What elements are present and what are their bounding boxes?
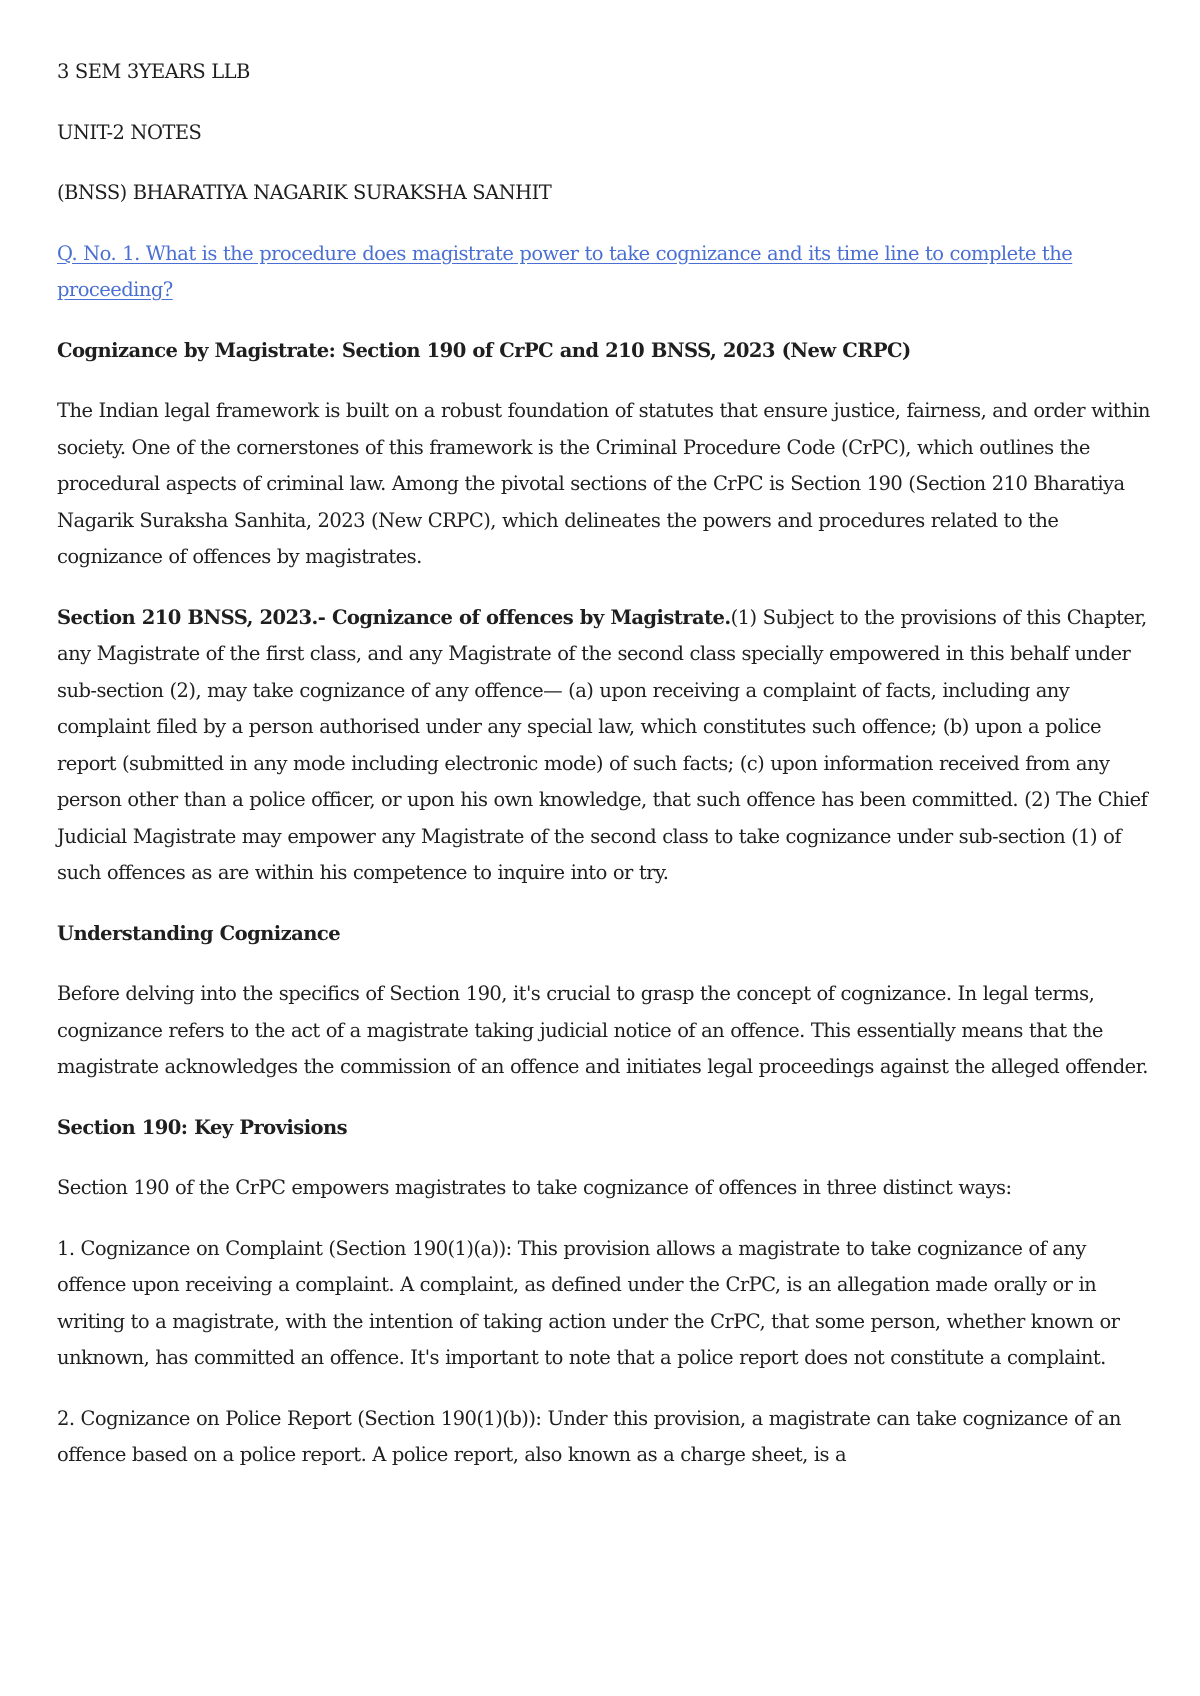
section-210-paragraph bbox=[57, 600, 1157, 892]
point-1-paragraph: 1. Cognizance on Complaint (Section 190(1)(a)): This provision allows a magistrate to take cognizance of any offence upon receiving a complaint. A complaint, as defined under the CrPC, is an allegation made orally or in writing to a magistrate, with the intention of taking action under the CrPC, that some person, whether known or unknown, has committed an offence. It's important to note that a police report does not constitute a complaint. bbox=[57, 1236, 1120, 1369]
understanding-paragraph: Before delving into the specifics of Section 190, it's crucial to grasp the concept of cognizance. In legal terms, cognizance refers to the act of a magistrate taking judicial notice of an offence. This essentially means that the magistrate acknowledges the commission of an offence and initiates legal proceedings against the alleged offender. bbox=[57, 982, 1148, 1078]
question-link[interactable]: Q. No. 1. What is the procedure does magistrate power to take cognizance and its time line to complete the proceeding? bbox=[57, 241, 1073, 301]
course-line: 3 SEM 3YEARS LLB bbox=[57, 60, 250, 83]
intro-paragraph: The Indian legal framework is built on a robust foundation of statutes that ensure justice, fairness, and order within society. One of the cornerstones of this framework is the Criminal Procedure Code (CrPC), which outlines the procedural aspects of criminal law. Among the pivotal sections of the CrPC is Section 190 (Section 210 Bharatiya Nagarik Suraksha Sanhita, 2023 (New CRPC), which delineates the powers and procedures related to the cognizance of offences by magistrates. bbox=[57, 399, 1150, 568]
section-210-text: (1) Subject to the provisions of this Chapter, any Magistrate of the first class, and any Magistrate of the second class specially empowered in this behalf under sub-section (2), may take cognizance of any offence— (a) upon receiving a complaint of facts, including any complaint filed by a person authorised under any special law, which constitutes such offence; (b) upon a police report (submitted in any mode including electronic mode) of such facts; (c) upon information received from any person other than a police officer, or upon his own knowledge, that such offence has been committed. (2) The Chief Judicial Magistrate may empower any Magistrate of the second class to take cognizance under sub-section (1) of such offences as are within his competence to inquire into or try. bbox=[57, 605, 1148, 884]
point-2-paragraph: 2. Cognizance on Police Report (Section 190(1)(b)): Under this provision, a magistrate can take cognizance of an offence based on a police report. A police report, also known as a charge sheet, is a bbox=[57, 1406, 1121, 1466]
provisions-intro: Section 190 of the CrPC empowers magistrates to take cognizance of offences in three distinct ways: bbox=[57, 1176, 1012, 1199]
section-210-label: Section 210 BNSS, 2023.- Cognizance of offences by Magistrate. bbox=[57, 605, 731, 629]
document-page bbox=[57, 54, 1157, 1498]
provisions-heading: Section 190: Key Provisions bbox=[57, 1115, 348, 1139]
unit-line: UNIT-2 NOTES bbox=[57, 120, 202, 144]
subject-line: (BNSS) BHARATIYA NAGARIK SURAKSHA SANHIT bbox=[57, 181, 552, 204]
section-title: Cognizance by Magistrate: Section 190 of CrPC and 210 BNSS, 2023 (New CRPC) bbox=[57, 338, 911, 362]
understanding-heading: Understanding Cognizance bbox=[57, 921, 341, 945]
